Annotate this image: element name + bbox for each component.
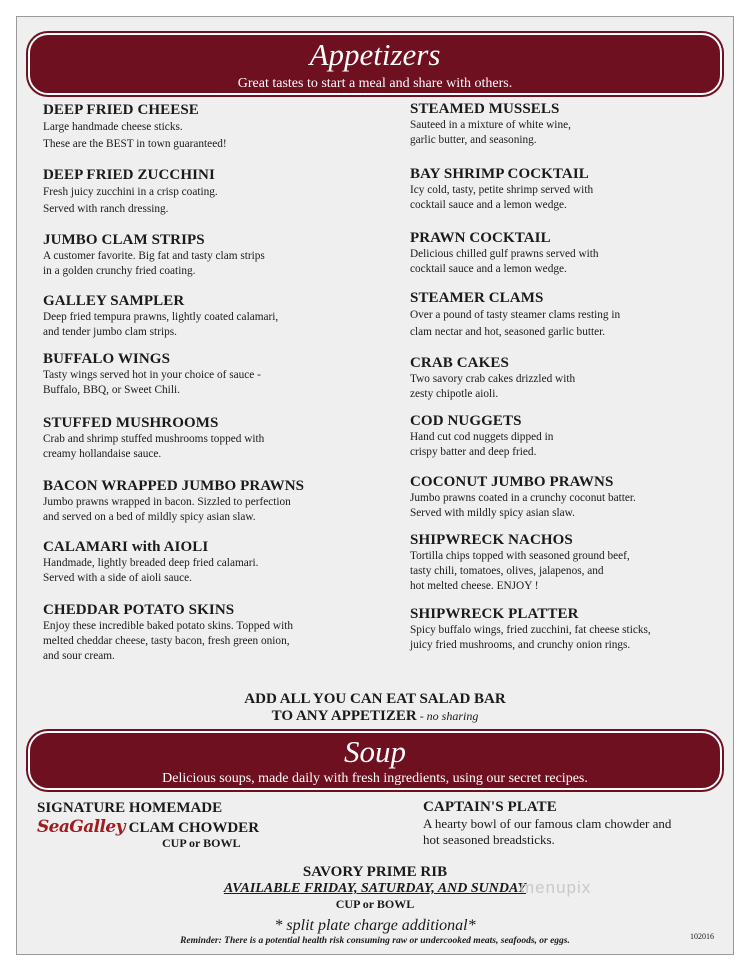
menu-code: 102016 [690,932,714,941]
menu-item [410,532,730,594]
item-desc: Handmade, lightly breaded deep fried calamari. Served with a side of aioli sauce. [43,557,259,584]
item-desc: Two savory crab cakes drizzled with zesty chipotle aioli. [410,373,576,400]
chowder-size: CUP or BOWL [162,836,241,850]
item-name: CHEDDAR POTATO SKINS [43,602,235,618]
item-name: BUFFALO WINGS [43,351,171,367]
appetizers-subtitle: Great tastes to start a meal and share with others. [237,76,513,91]
salad-bar-line-1: ADD ALL YOU CAN EAT SALAD BAR [244,691,506,707]
item-desc: Icy cold, tasty, petite shrimp served with cocktail sauce and a lemon wedge. [410,184,594,211]
item-name: PRAWN COCKTAIL [410,230,551,246]
item-desc: Spicy buffalo wings, fried zucchini, fat cheese sticks, juicy fried mushrooms, and crunchy onion rings. [410,624,651,651]
menu-item [410,355,730,402]
clam-chowder-item [37,799,337,850]
prime-rib-title: SAVORY PRIME RIB [302,864,448,880]
menu-item [43,478,383,525]
prime-rib-days: AVAILABLE FRIDAY, SATURDAY, AND SUNDAY [223,881,527,896]
health-reminder: Reminder: There is a potential health risk consuming raw or undercooked meats, seafoods, or eggs. [180,936,570,946]
menu-item [43,415,363,462]
menu-item [43,232,363,279]
item-name: JUMBO CLAM STRIPS [43,232,205,248]
item-name: STUFFED MUSHROOMS [43,415,219,431]
menu-item [43,351,363,398]
split-plate-note: * split plate charge additional* [274,917,476,934]
menu-item [43,167,363,218]
menu-item [410,290,730,341]
item-name: BACON WRAPPED JUMBO PRAWNS [43,478,305,494]
item-desc: Enjoy these incredible baked potato skins. Topped with melted cheddar cheese, tasty bacon, fresh green onion, and sour cream. [43,620,293,662]
menu-item [43,539,363,586]
chowder-line-1: SIGNATURE HOMEMADE [37,800,223,816]
chowder-line-2 [37,818,337,837]
item-name: CRAB CAKES [410,355,509,371]
item-name: BAY SHRIMP COCKTAIL [410,166,589,182]
item-name: CAPTAIN'S PLATE [423,799,557,815]
item-name: STEAMED MUSSELS [410,101,560,117]
item-name: COCONUT JUMBO PRAWNS [410,474,614,490]
item-desc: Deep fried tempura prawns, lightly coated calamari, and tender jumbo clam strips. [43,311,279,338]
chowder-name: CLAM CHOWDER [124,820,260,836]
menu-item [410,101,730,148]
item-desc: A hearty bowl of our famous clam chowder and hot seasoned breadsticks. [423,816,672,847]
soup-subtitle: Delicious soups, made daily with fresh ingredients, using our secret recipes. [162,771,588,786]
seagalley-logo: SeaGalley [37,817,125,837]
item-desc: Tortilla chips topped with seasoned ground beef, tasty chili, tomatoes, olives, jalapenos, and hot melted cheese. ENJOY ! [410,550,630,592]
captains-plate-item [423,799,723,848]
item-desc: A customer favorite. Big fat and tasty clam strips in a golden crunchy fried coating. [43,250,265,277]
menu-item [410,474,730,521]
item-desc: Delicious chilled gulf prawns served with cocktail sauce and a lemon wedge. [410,248,599,275]
appetizers-title: Appetizers [309,37,441,72]
item-desc: Over a pound of tasty steamer clams resting in clam nectar and hot, seasoned garlic butter. [410,309,621,338]
item-name: DEEP FRIED CHEESE [43,102,199,118]
item-desc: Crab and shrimp stuffed mushrooms topped with creamy hollandaise sauce. [43,433,265,460]
item-name: COD NUGGETS [410,413,522,429]
item-name: STEAMER CLAMS [410,290,544,306]
item-desc: Jumbo prawns wrapped in bacon. Sizzled to perfection and served on a bed of mildly spicy asian slaw. [43,496,291,523]
watermark: menupix [520,878,592,897]
menu-item [410,166,730,213]
prime-rib-size: CUP or BOWL [335,897,415,911]
menu-item [43,602,383,664]
item-name: GALLEY SAMPLER [43,293,185,309]
item-name: SHIPWRECK NACHOS [410,532,573,548]
menu-item [43,102,363,153]
item-desc: Sauteed in a mixture of white wine, garlic butter, and seasoning. [410,119,571,146]
soup-title: Soup [344,734,406,769]
item-desc: Jumbo prawns coated in a crunchy coconut batter. Served with mildly spicy asian slaw. [410,492,636,519]
salad-bar-line-2 [0,707,750,725]
soup-banner [28,731,722,790]
menu-item [43,293,363,340]
appetizers-banner [28,33,722,95]
item-name: SHIPWRECK PLATTER [410,606,579,622]
item-desc: Fresh juicy zucchini in a crisp coating. Served with ranch dressing. [43,186,218,215]
item-name: DEEP FRIED ZUCCHINI [43,167,215,183]
item-desc: Hand cut cod nuggets dipped in crispy batter and deep fried. [410,431,554,458]
item-desc: Tasty wings served hot in your choice of sauce - Buffalo, BBQ, or Sweet Chili. [43,369,261,396]
menu-item [410,230,730,277]
menu-item [410,606,730,653]
item-desc: Large handmade cheese sticks. These are the BEST in town guaranteed! [43,121,227,150]
salad-bar-note: - no sharing [416,709,479,723]
salad-bar-text: TO ANY APPETIZER [271,708,417,724]
menu-item [410,413,730,460]
item-name: CALAMARI with AIOLI [43,539,209,555]
